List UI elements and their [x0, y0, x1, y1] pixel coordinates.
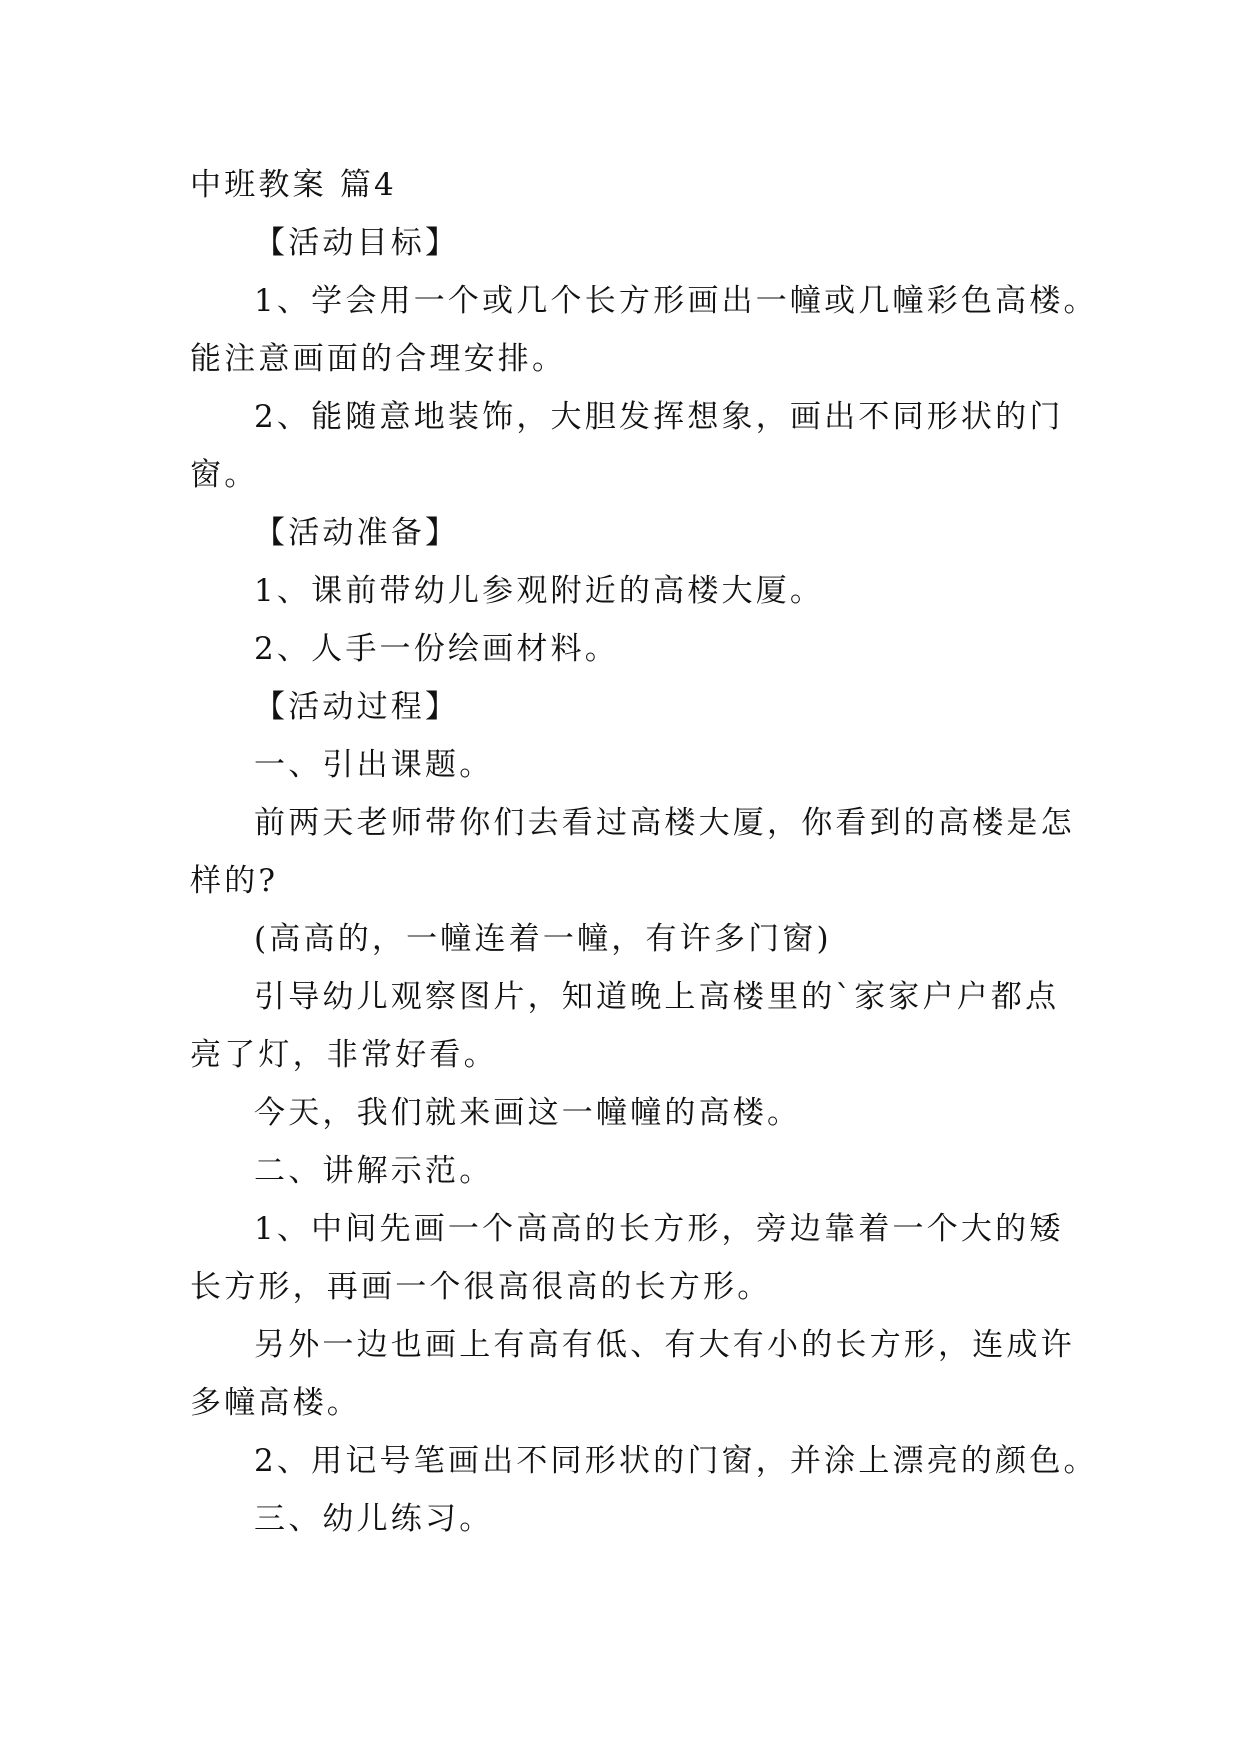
paragraph-line: 长方形，再画一个很高很高的长方形。 [190, 1269, 772, 1305]
paragraph-line: 亮了灯，非常好看。 [190, 1037, 498, 1073]
paragraph-line: 样的? [190, 863, 279, 899]
section-heading-goals: 【活动目标】 [254, 225, 460, 261]
paragraph-line: 能注意画面的合理安排。 [190, 341, 567, 377]
paragraph-line: 1、课前带幼儿参观附近的高楼大厦。 [254, 573, 825, 609]
paragraph-line: 1、中间先画一个高高的长方形，旁边靠着一个大的矮 [254, 1211, 1064, 1247]
document-title: 中班教案 篇4 [190, 167, 397, 203]
section-heading-process: 【活动过程】 [254, 689, 460, 725]
paragraph-line: (高高的，一幢连着一幢，有许多门窗) [254, 921, 832, 957]
subheading: 一、引出课题。 [254, 747, 494, 783]
paragraph-line: 1、学会用一个或几个长方形画出一幢或几幢彩色高楼。 [254, 283, 1098, 319]
paragraph-line: 窗。 [190, 457, 259, 493]
paragraph-line: 2、能随意地装饰，大胆发挥想象，画出不同形状的门 [254, 399, 1064, 435]
paragraph-line: 多幢高楼。 [190, 1385, 361, 1421]
subheading: 二、讲解示范。 [254, 1153, 494, 1189]
paragraph-line: 前两天老师带你们去看过高楼大厦，你看到的高楼是怎 [254, 805, 1075, 841]
paragraph-line: 2、人手一份绘画材料。 [254, 631, 619, 667]
subheading: 三、幼儿练习。 [254, 1501, 494, 1537]
section-heading-preparation: 【活动准备】 [254, 515, 460, 551]
paragraph-line: 今天，我们就来画这一幢幢的高楼。 [254, 1095, 802, 1131]
paragraph-line: 引导幼儿观察图片，知道晚上高楼里的`家家户户都点 [254, 979, 1060, 1015]
paragraph-line: 2、用记号笔画出不同形状的门窗，并涂上漂亮的颜色。 [254, 1443, 1098, 1479]
paragraph-line: 另外一边也画上有高有低、有大有小的长方形，连成许 [254, 1327, 1075, 1363]
